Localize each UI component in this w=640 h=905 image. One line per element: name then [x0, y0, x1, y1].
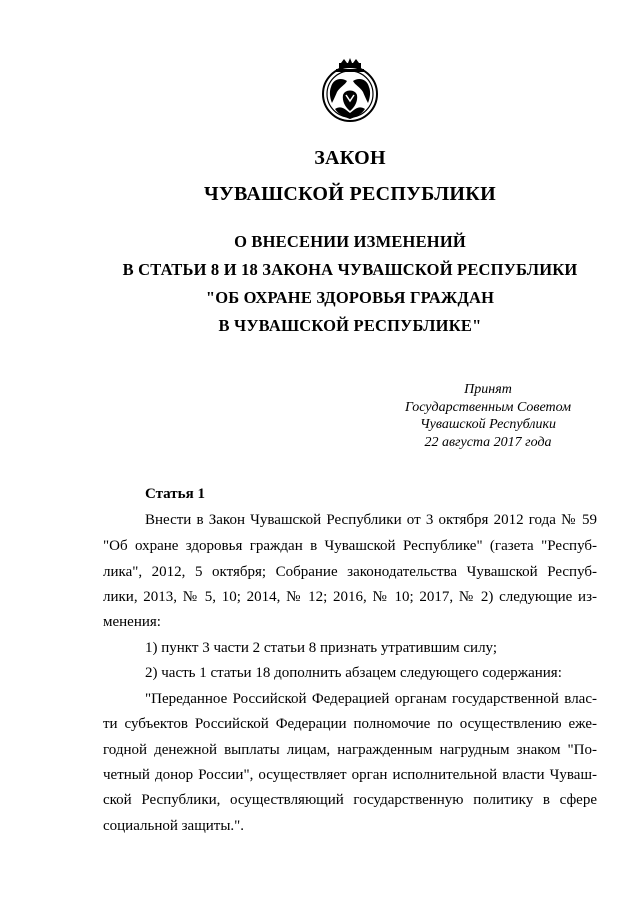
article-heading: Статья 1 — [145, 486, 205, 502]
adoption-note-line: 22 августа 2017 года — [424, 434, 552, 450]
adoption-note-line: Принят — [464, 382, 512, 397]
article-text-line: четный донор России", осуществляет орган исполнительной власти Чуваш- — [103, 767, 597, 783]
article-text-line: 1) пункт 3 части 2 статьи 8 признать утратившим силу; — [145, 640, 498, 656]
chuvash-republic-emblem-icon — [315, 57, 385, 127]
article-text-line: Внести в Закон Чувашской Республики от 3 октября 2012 года № 59 — [145, 512, 597, 528]
adoption-note-line: Государственным Советом — [404, 399, 572, 415]
law-subject-line: В ЧУВАШСКОЙ РЕСПУБЛИКЕ" — [218, 316, 482, 335]
adoption-note — [388, 381, 588, 451]
article-text-line: годной денежной выплаты лицам, награжденным нагрудным знаком "По- — [103, 742, 597, 758]
adoption-note-line: Чувашской Республики — [420, 417, 556, 432]
article-text-line: ской Республики, осуществляющий государственную политику в сфере — [103, 792, 597, 808]
law-subject-line: О ВНЕСЕНИИ ИЗМЕНЕНИЙ — [234, 232, 466, 251]
article-text-line: лика", 2012, 5 октября; Собрание законодательства Чувашской Респуб- — [103, 564, 597, 580]
law-subject-line: В СТАТЬИ 8 И 18 ЗАКОНА ЧУВАШСКОЙ РЕСПУБЛИКИ — [122, 260, 578, 279]
article-text-line: социальной защиты.". — [103, 818, 245, 834]
article-text-line: менения: — [103, 614, 161, 630]
republic-title: ЧУВАШСКОЙ РЕСПУБЛИКИ — [204, 183, 496, 205]
article-text-line: ти субъектов Российской Федерации полномочие по осуществлению еже- — [103, 716, 597, 732]
article-text-line: 2) часть 1 статьи 18 дополнить абзацем следующего содержания: — [145, 665, 562, 681]
law-subject-line: "ОБ ОХРАНЕ ЗДОРОВЬЯ ГРАЖДАН — [205, 288, 495, 307]
article-text-line: лики, 2013, № 5, 10; 2014, № 12; 2016, № 10; 2017, № 2) следующие из- — [103, 589, 597, 605]
article-text-line: "Переданное Российской Федерацией органам государственной влас- — [145, 691, 597, 707]
law-title: ЗАКОН — [314, 147, 386, 169]
article-text-line: "Об охране здоровья граждан в Чувашской Республике" (газета "Респуб- — [103, 538, 597, 554]
